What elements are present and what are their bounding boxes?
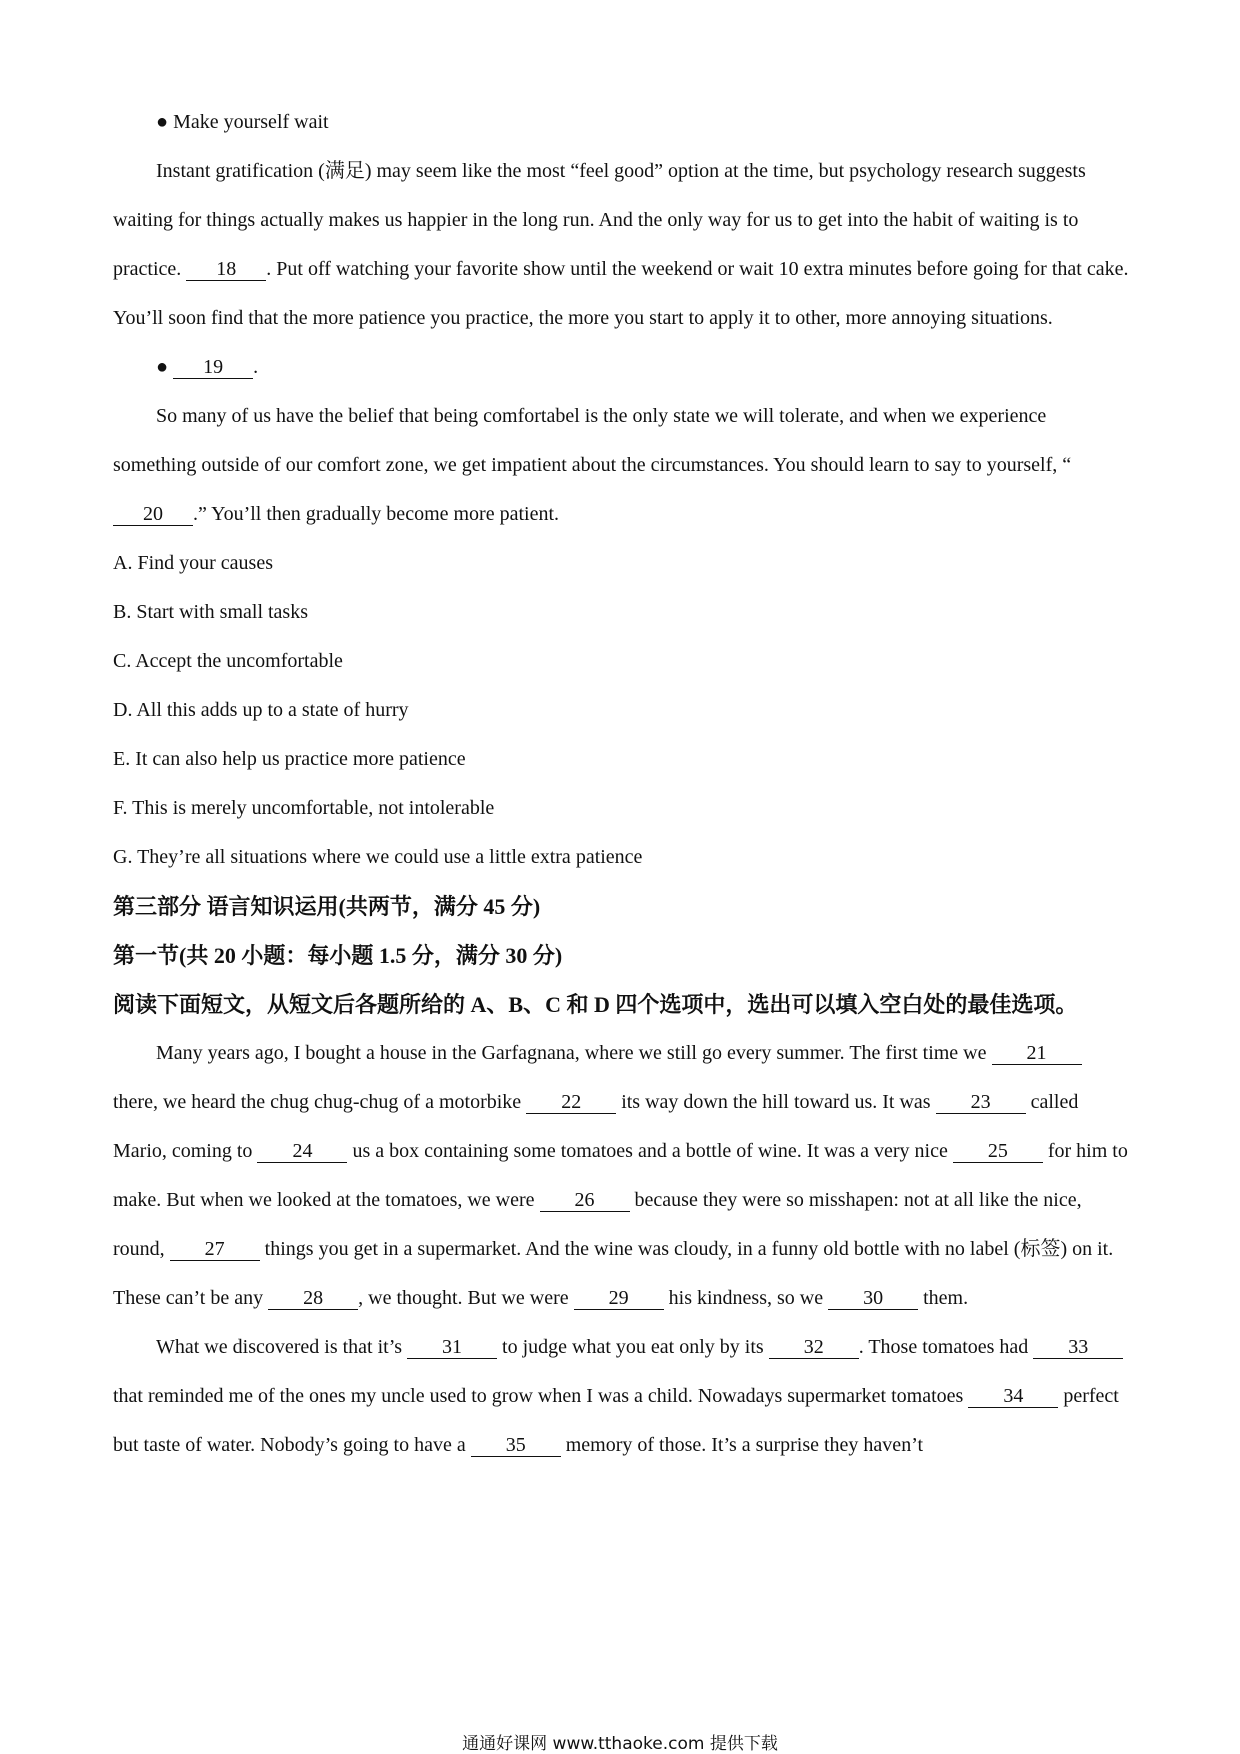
passage-text: Many years ago, I bought a house in the Garfagnana, where we still go every summer. The first time we [156,1042,992,1064]
paragraph-make-yourself-wait [113,147,1131,343]
blank-22: 22 [526,1091,616,1114]
footer-download-notice: 通通好课网 www.tthaoke.com 提供下载 [462,1734,778,1754]
passage-text: things you get in a supermarket. And the wine was cloudy, in a funny old bottle with no label (标签) on it. These can’t be any [113,1238,1114,1309]
bullet-heading-19 [113,343,1131,392]
passage-text: there, we heard the chug chug-chug of a motorbike [113,1091,527,1113]
option-a: A. Find your causes [113,552,273,574]
passage-text: perfect but taste of water. Nobody’s going to have a [113,1385,1119,1456]
blank-30: 30 [828,1287,918,1310]
passage-text: , we thought. But we were [358,1287,574,1309]
passage-text: his kindness, so we [663,1287,829,1309]
blank-23: 23 [936,1091,1026,1114]
option-c: C. Accept the uncomfortable [113,650,343,672]
blank-35: 35 [471,1434,561,1457]
blank-29: 29 [574,1287,664,1310]
passage-text: to judge what you eat only by its [497,1336,769,1358]
passage-text: called Mario, coming to [113,1091,1079,1162]
passage-text: memory of those. It’s a surprise they haven’t [560,1434,924,1456]
option-e: E. It can also help us practice more patience [113,748,466,770]
blank-18: 18 [186,258,266,281]
passage-text: for him to make. But when we looked at the tomatoes, we were [113,1140,1128,1211]
passage-text: because they were so misshapen: not at all like the nice, round, [113,1189,1082,1260]
option-g: G. They’re all situations where we could use a little extra patience [113,846,643,868]
option-d: D. All this adds up to a state of hurry [113,699,409,721]
period: . [253,356,259,378]
paragraph-comfort-zone [113,392,1131,539]
blank-27: 27 [170,1238,260,1261]
instruction: 阅读下面短文，从短文后各题所给的 A、B、C 和 D 四个选项中，选出可以填入空白处的最佳选项。 [113,992,1078,1017]
option-f: F. This is merely uncomfortable, not intolerable [113,797,495,819]
blank-28: 28 [268,1287,358,1310]
passage-text: that reminded me of the ones my uncle used to grow when I was a child. Nowadays supermarket tomatoes [113,1385,969,1407]
section-subtitle: 第一节(共 20 小题：每小题 1.5 分，满分 30 分) [113,943,563,968]
blank-24: 24 [257,1140,347,1163]
blank-19: 19 [173,356,253,379]
bullet-heading: ● Make yourself wait [156,111,329,133]
paragraph-text: . Put off watching your favorite show until the weekend or wait 10 extra minutes before going for that cake. You’ll soon find that the more patience you practice, the more you start to apply it to other, more annoying situations. [113,258,1129,329]
passage-text: What we discovered is that it’s [156,1336,408,1358]
blank-34: 34 [968,1385,1058,1408]
passage-text: . Those tomatoes had [858,1336,1034,1358]
blank-26: 26 [540,1189,630,1212]
blank-32: 32 [769,1336,859,1359]
blank-20: 20 [113,503,193,526]
blank-25: 25 [953,1140,1043,1163]
paragraph-text: So many of us have the belief that being comfortabel is the only state we will tolerate, and when we experience something outside of our comfort zone, we get impatient about the circumstances. You should learn to say to yourself, “ [113,405,1072,476]
part3-title: 第三部分 语言知识运用(共两节，满分 45 分) [113,894,541,919]
passage-paragraph-2 [113,1323,1131,1470]
passage-text: them. [918,1287,969,1309]
option-b: B. Start with small tasks [113,601,308,623]
passage-paragraph-1 [113,1029,1131,1323]
blank-33: 33 [1033,1336,1123,1359]
blank-21: 21 [992,1042,1082,1065]
paragraph-text: .” You’ll then gradually become more patient. [193,503,560,525]
passage-text: its way down the hill toward us. It was [616,1091,936,1113]
passage-text: us a box containing some tomatoes and a bottle of wine. It was a very nice [347,1140,953,1162]
bullet-icon: ● [156,356,169,378]
paragraph-text: Instant gratification (满足) may seem like the most “feel good” option at the time, but psychology research suggests waiting for things actually makes us happier in the long run. And the only way for us to get into the habit of waiting is to practice. [113,160,1086,280]
document-content [113,98,1131,1470]
blank-31: 31 [407,1336,497,1359]
